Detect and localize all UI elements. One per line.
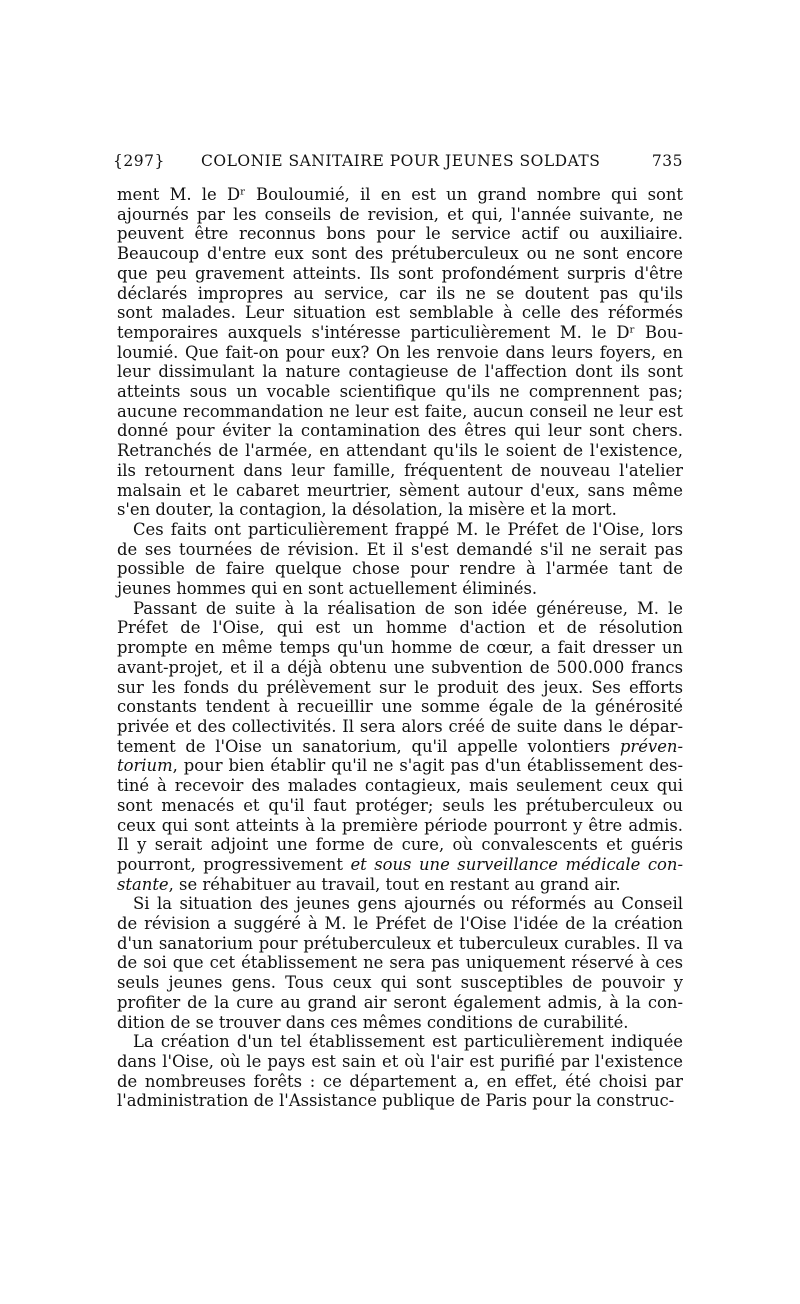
text-line: ils retournent dans leur famille, fréquentent de nouveau l'atelier bbox=[117, 460, 683, 480]
text-line: de ses tournées de révision. Et il s'est demandé s'il ne serait pas bbox=[117, 539, 683, 559]
paragraph bbox=[117, 185, 683, 520]
text-line: déclarés impropres au service, car ils ne se doutent pas qu'ils bbox=[117, 283, 683, 303]
text-line: l'administration de l'Assistance publique de Paris pour la construc- bbox=[117, 1091, 675, 1111]
text-line: ceux qui sont atteints à la première période pourront y être admis. bbox=[117, 815, 683, 835]
text-line: Préfet de l'Oise, qui est un homme d'action et de résolution bbox=[117, 618, 683, 638]
italic-text: stante bbox=[117, 874, 169, 894]
text-line: ment M. le Dʳ Bouloumié, il en est un grand nombre qui sont bbox=[117, 185, 683, 204]
body-text bbox=[117, 185, 683, 1111]
text-line: privée et des collectivités. Il sera alors créé de suite dans le dépar- bbox=[117, 716, 683, 736]
text-line: La création d'un tel établissement est particulièrement indiquée bbox=[133, 1032, 683, 1052]
text-line: seuls jeunes gens. Tous ceux qui sont susceptibles de pouvoir y bbox=[117, 973, 683, 993]
text-line: donné pour éviter la contamination des êtres qui leur sont chers. bbox=[117, 421, 683, 441]
left-page-number: {297} bbox=[113, 152, 165, 170]
text-line: temporaires auxquels s'intéresse particulièrement M. le Dʳ Bou- bbox=[117, 322, 683, 342]
text-line: torium, pour bien établir qu'il ne s'agit pas d'un établissement des- bbox=[117, 756, 683, 776]
paragraph bbox=[117, 894, 683, 1032]
text-line: Si la situation des jeunes gens ajournés ou réformés au Conseil bbox=[133, 894, 683, 914]
text-line: sont menacés et qu'il faut protéger; seuls les prétuberculeux ou bbox=[117, 795, 683, 815]
text-line: de nombreuses forêts : ce département a, en effet, été choisi par bbox=[117, 1071, 683, 1091]
text-line: que peu gravement atteints. Ils sont profondément surpris d'être bbox=[117, 263, 683, 283]
text-line: d'un sanatorium pour prétuberculeux et tuberculeux curables. Il va bbox=[117, 933, 683, 953]
text-line: sur les fonds du prélèvement sur le produit des jeux. Ses efforts bbox=[117, 677, 683, 697]
paragraph bbox=[117, 599, 683, 895]
italic-text: torium bbox=[117, 756, 173, 776]
paragraph bbox=[117, 520, 683, 599]
text-line: Retranchés de l'armée, en attendant qu'ils le soient de l'existence, bbox=[117, 441, 683, 461]
text-line: s'en douter, la contagion, la désolation, la misère et la mort. bbox=[117, 500, 617, 520]
text-line: atteints sous un vocable scientifique qu'ils ne comprennent pas; bbox=[117, 382, 683, 402]
text-line: malsain et le cabaret meurtrier, sèment autour d'eux, sans même bbox=[117, 480, 683, 500]
text-line: profiter de la cure au grand air seront également admis, à la con- bbox=[117, 992, 683, 1012]
text-line: aucune recommandation ne leur est faite, aucun conseil ne leur est bbox=[117, 401, 683, 421]
italic-text: et sous une surveillance médicale con- bbox=[350, 854, 683, 874]
text-line: Passant de suite à la réalisation de son idée généreuse, M. le bbox=[133, 598, 683, 618]
running-title: COLONIE SANITAIRE POUR JEUNES SOLDATS bbox=[201, 152, 601, 170]
text-line: avant-projet, et il a déjà obtenu une subvention de 500.000 francs bbox=[117, 657, 683, 677]
paragraph bbox=[117, 1032, 683, 1111]
italic-text: préven- bbox=[619, 736, 683, 756]
text-line: leur dissimulant la nature contagieuse de l'affection dont ils sont bbox=[117, 362, 683, 382]
text-line: de révision a suggéré à M. le Préfet de l'Oise l'idée de la création bbox=[117, 914, 683, 934]
text-line: Ces faits ont particulièrement frappé M. le Préfet de l'Oise, lors bbox=[133, 519, 683, 539]
text-line: jeunes hommes qui en sont actuellement éliminés. bbox=[117, 579, 538, 599]
text-line: Il y serait adjoint une forme de cure, où convalescents et guéris bbox=[117, 835, 683, 855]
text-line: stante, se réhabituer au travail, tout en restant au grand air. bbox=[117, 874, 621, 894]
text-line: Beaucoup d'entre eux sont des prétuberculeux ou ne sont encore bbox=[117, 244, 683, 264]
text-line: loumié. Que fait-on pour eux? On les renvoie dans leurs foyers, en bbox=[117, 342, 683, 362]
text-line: possible de faire quelque chose pour rendre à l'armée tant de bbox=[117, 559, 683, 579]
running-header bbox=[113, 152, 683, 176]
text-line: prompte en même temps qu'un homme de cœur, a fait dresser un bbox=[117, 638, 683, 658]
text-line: tement de l'Oise un sanatorium, qu'il appelle volontiers préven- bbox=[117, 736, 683, 756]
text-line: constants tendent à recueillir une somme égale de la générosité bbox=[117, 697, 683, 717]
text-line: dans l'Oise, où le pays est sain et où l'air est purifié par l'existence bbox=[117, 1051, 683, 1071]
page-number: 735 bbox=[651, 152, 683, 170]
text-line: tiné à recevoir des malades contagieux, mais seulement ceux qui bbox=[117, 776, 683, 796]
text-line: peuvent être reconnus bons pour le service actif ou auxiliaire. bbox=[117, 224, 683, 244]
text-line: dition de se trouver dans ces mêmes conditions de curabilité. bbox=[117, 1012, 629, 1032]
text-line: sont malades. Leur situation est semblable à celle des réformés bbox=[117, 303, 683, 323]
text-line: de soi que cet établissement ne sera pas uniquement réservé à ces bbox=[117, 953, 683, 973]
text-line: pourront, progressivement et sous une surveillance médicale con- bbox=[117, 854, 683, 874]
text-line: ajournés par les conseils de revision, et qui, l'année suivante, ne bbox=[117, 204, 683, 224]
